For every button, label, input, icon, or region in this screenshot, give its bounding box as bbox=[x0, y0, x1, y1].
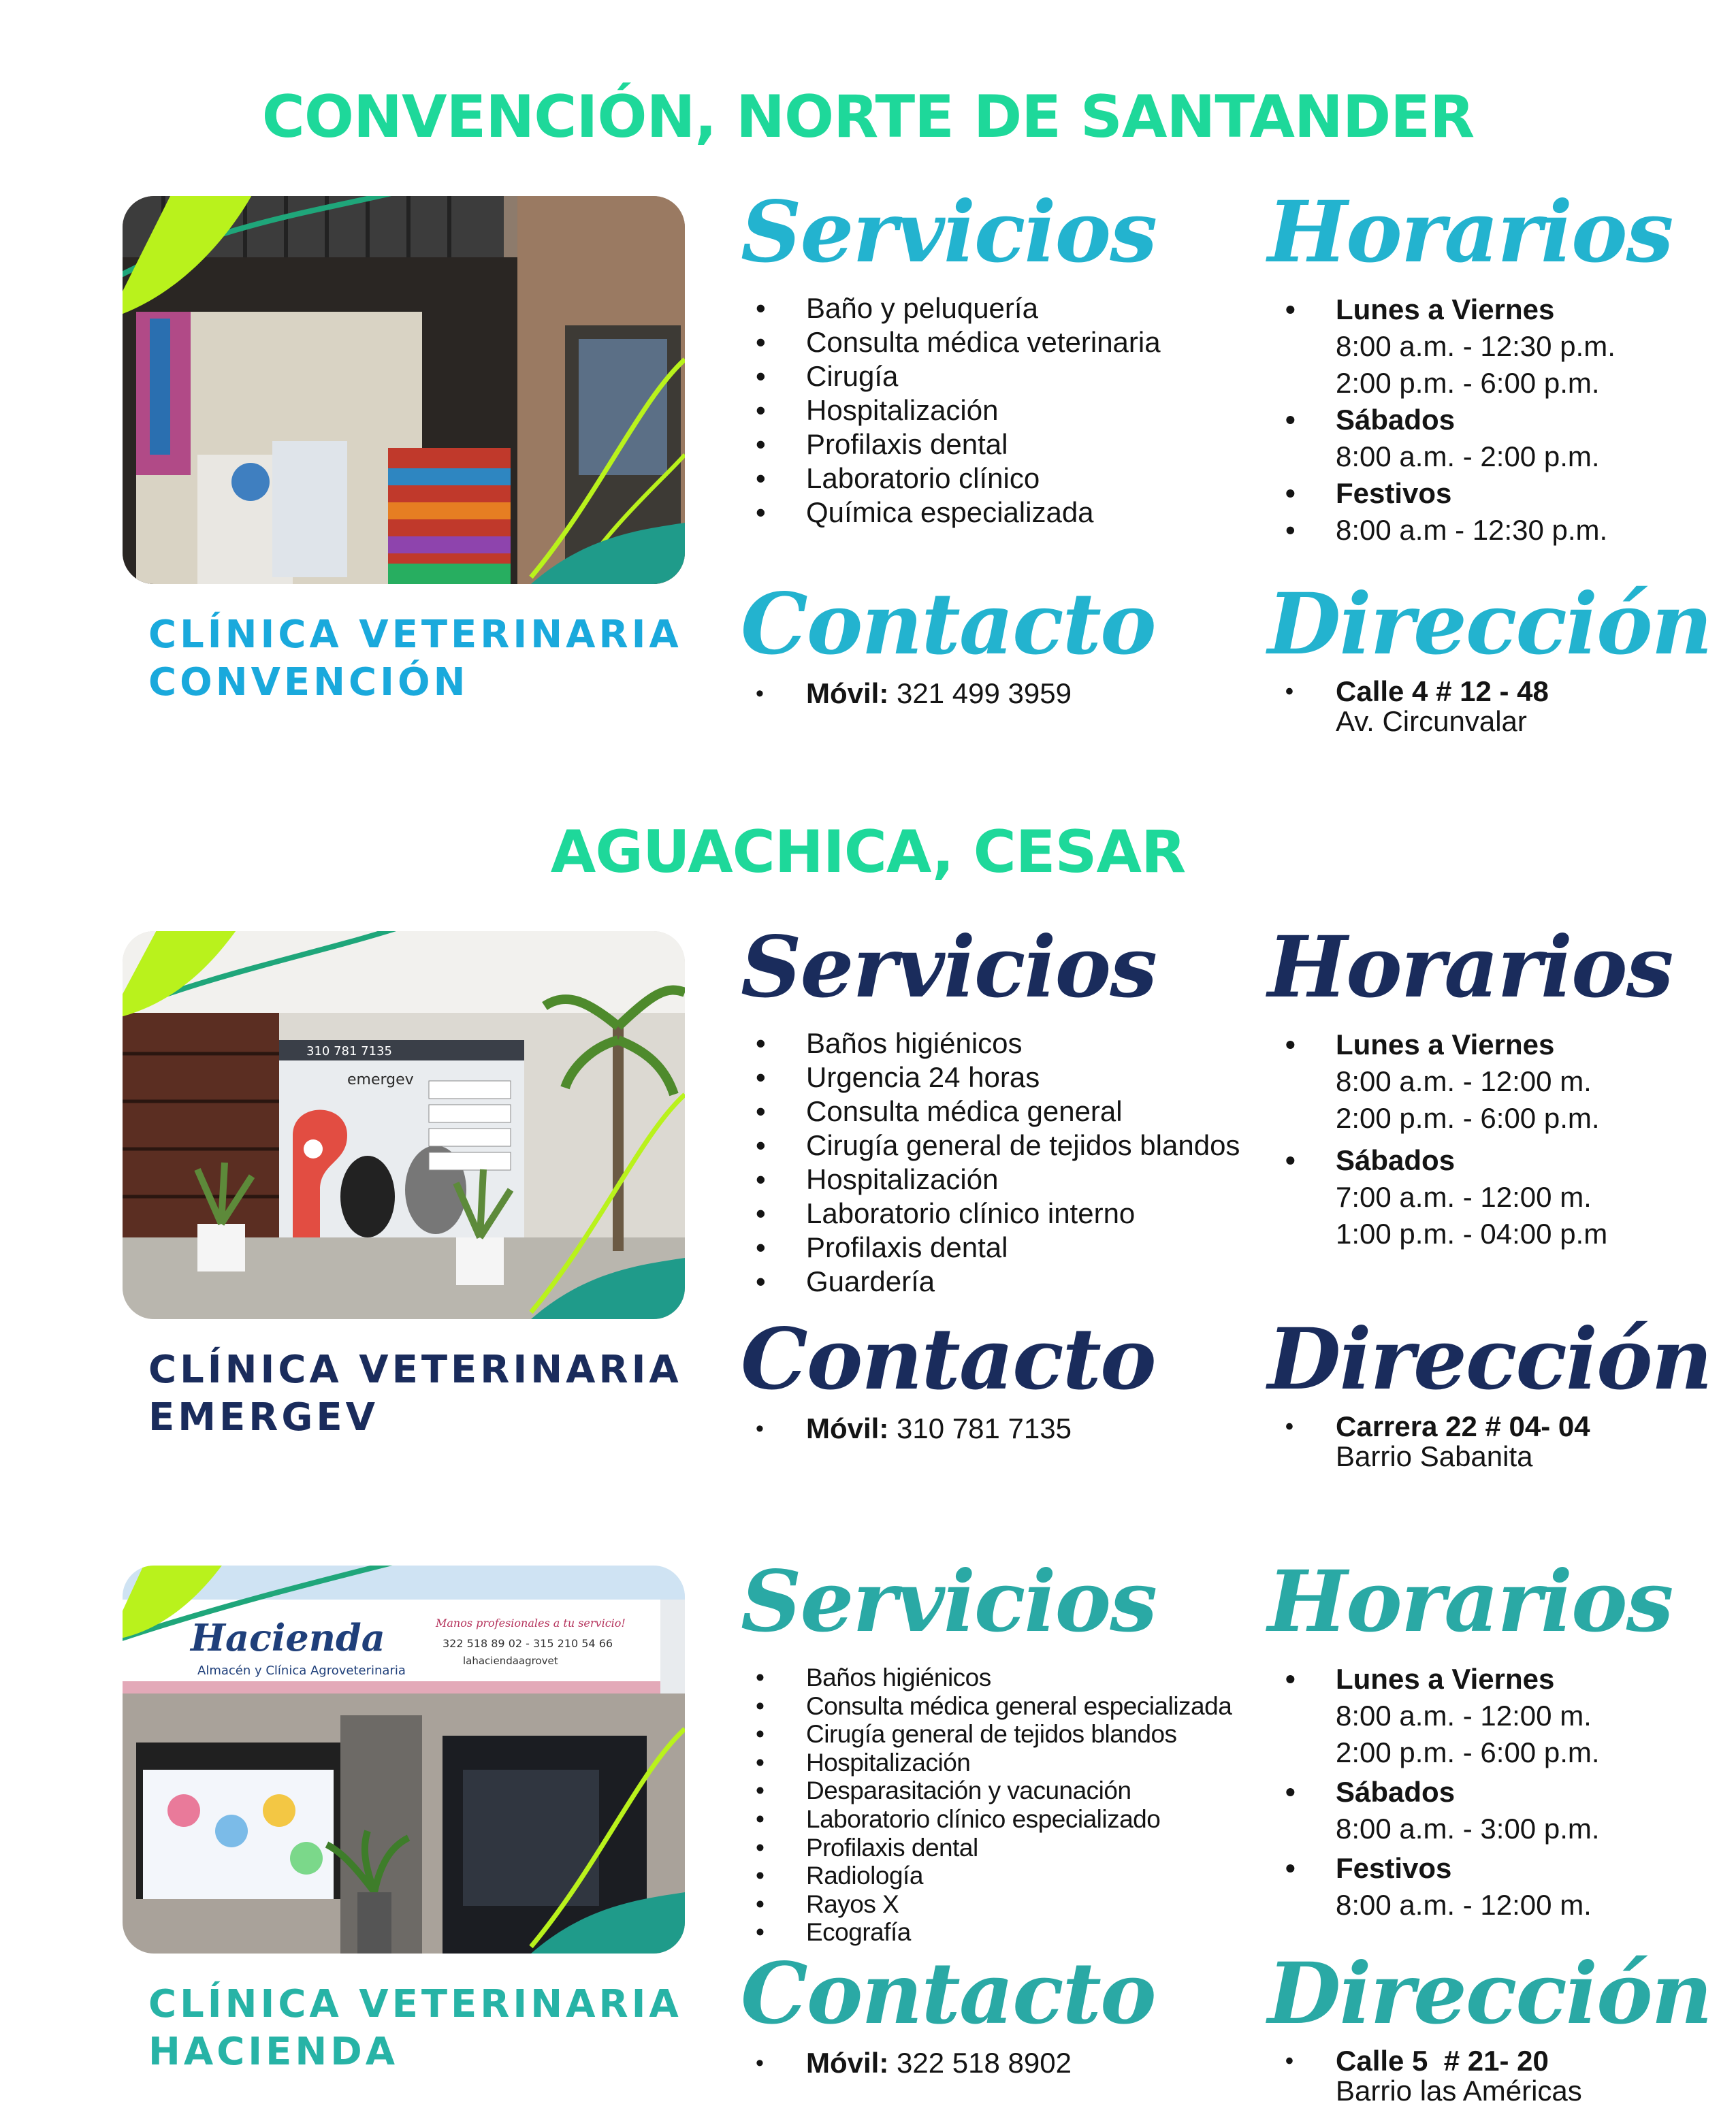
clinic-name-line2: CONVENCIÓN bbox=[148, 660, 469, 704]
service-item: • Baño y peluquería bbox=[756, 291, 1161, 325]
contact-phone: 310 781 7135 bbox=[897, 1412, 1072, 1444]
service-item: • Desparasitación y vacunación bbox=[756, 1777, 1232, 1805]
services-heading: Servicios bbox=[741, 183, 1157, 282]
hours-day: • Lunes a Viernes bbox=[1285, 1026, 1607, 1063]
hours-time: • 8:00 a.m - 12:30 p.m. bbox=[1285, 512, 1616, 549]
service-item: • Cirugía general de tejidos blandos bbox=[756, 1720, 1232, 1749]
photo-sign-title: Hacienda bbox=[191, 1616, 385, 1659]
service-item: • Hospitalización bbox=[756, 1163, 1240, 1197]
service-item: • Profilaxis dental bbox=[756, 1834, 1232, 1862]
contact-heading: Contacto bbox=[741, 1945, 1155, 2043]
contact-list-hacienda bbox=[756, 2046, 1072, 2080]
service-item: • Profilaxis dental bbox=[756, 427, 1161, 461]
hours-heading: Horarios bbox=[1268, 918, 1673, 1017]
service-item: • Laboratorio clínico especializado bbox=[756, 1805, 1232, 1834]
photo-sign-brand: emergev bbox=[347, 1071, 414, 1088]
clinic-name-line1: CLÍNICA VETERINARIA bbox=[148, 1982, 682, 2026]
address-list-convencion bbox=[1285, 677, 1549, 736]
service-item: • Hospitalización bbox=[756, 393, 1161, 427]
clinic-name-line1: CLÍNICA VETERINARIA bbox=[148, 1348, 682, 1392]
address-heading: Dirección bbox=[1268, 1945, 1711, 2043]
hours-day: • Festivos bbox=[1285, 1850, 1600, 1887]
hours-day: • Sábados bbox=[1285, 1774, 1600, 1811]
services-list-convencion bbox=[756, 291, 1161, 530]
contact-label: Móvil: bbox=[806, 1412, 889, 1444]
address-heading: Dirección bbox=[1268, 1310, 1711, 1409]
clinic-name-line2: EMERGEV bbox=[148, 1395, 379, 1440]
service-item: • Guardería bbox=[756, 1265, 1240, 1299]
photo-sign-subtitle: Almacén y Clínica Agroveterinaria bbox=[197, 1664, 406, 1678]
photo-sign-social: lahaciendaagrovet bbox=[463, 1655, 558, 1667]
contact-list-emergev bbox=[756, 1412, 1072, 1446]
service-item: • Química especializada bbox=[756, 496, 1161, 530]
address-list-hacienda bbox=[1285, 2046, 1582, 2106]
service-item: • Urgencia 24 horas bbox=[756, 1060, 1240, 1095]
address-line2: Av. Circunvalar bbox=[1336, 705, 1527, 737]
service-item: • Ecografía bbox=[756, 1918, 1232, 1947]
service-item: • Profilaxis dental bbox=[756, 1231, 1240, 1265]
clinic-photo-convencion bbox=[123, 196, 685, 584]
hours-time: 2:00 p.m. - 6:00 p.m. bbox=[1336, 1736, 1600, 1768]
photo-sign-slogan: Manos profesionales a tu servicio! bbox=[436, 1617, 626, 1630]
clinic-photo-hacienda bbox=[123, 1566, 685, 1954]
service-item: • Laboratorio clínico interno bbox=[756, 1197, 1240, 1231]
service-item: • Consulta médica veterinaria bbox=[756, 325, 1161, 359]
contact-item bbox=[756, 2046, 1072, 2080]
hours-day: • Sábados bbox=[1285, 1142, 1607, 1179]
hours-list-emergev bbox=[1285, 1026, 1607, 1252]
hours-day: • Festivos bbox=[1285, 475, 1616, 512]
hours-list-hacienda bbox=[1285, 1661, 1600, 1924]
services-list-hacienda bbox=[756, 1664, 1232, 1947]
hours-heading: Horarios bbox=[1268, 183, 1673, 282]
service-item: • Consulta médica general bbox=[756, 1095, 1240, 1129]
clinic-name-line1: CLÍNICA VETERINARIA bbox=[148, 613, 682, 657]
address-line2: Barrio Sabanita bbox=[1336, 1440, 1533, 1472]
hours-time: 2:00 p.m. - 6:00 p.m. bbox=[1336, 1102, 1600, 1134]
contact-phone: 321 499 3959 bbox=[897, 677, 1072, 709]
contact-item bbox=[756, 677, 1072, 711]
address-line2: Barrio las Américas bbox=[1336, 2075, 1582, 2107]
region-title-aguachica: AGUACHICA, CESAR bbox=[550, 818, 1186, 886]
region-title-convencion: CONVENCIÓN, NORTE DE SANTANDER bbox=[261, 83, 1475, 151]
hours-time: 8:00 a.m. - 12:00 m. bbox=[1336, 1700, 1592, 1732]
contact-heading: Contacto bbox=[741, 575, 1155, 674]
service-item: • Cirugía bbox=[756, 359, 1161, 393]
hours-heading: Horarios bbox=[1268, 1553, 1673, 1651]
address-line1: • Calle 5 # 21- 20 bbox=[1285, 2046, 1582, 2076]
address-line1: • Carrera 22 # 04- 04 bbox=[1285, 1412, 1590, 1442]
services-list-emergev bbox=[756, 1026, 1240, 1299]
hours-day: • Lunes a Viernes bbox=[1285, 1661, 1600, 1698]
clinic-photo-emergev bbox=[123, 931, 685, 1319]
photo-sign-phones: 322 518 89 02 - 315 210 54 66 bbox=[443, 1637, 613, 1650]
contact-label: Móvil: bbox=[806, 2047, 889, 2079]
address-list-emergev bbox=[1285, 1412, 1590, 1472]
service-item: • Cirugía general de tejidos blandos bbox=[756, 1129, 1240, 1163]
address-line1: • Calle 4 # 12 - 48 bbox=[1285, 677, 1549, 707]
hours-time: 8:00 a.m. - 3:00 p.m. bbox=[1336, 1813, 1600, 1845]
service-item: • Hospitalización bbox=[756, 1749, 1232, 1777]
hours-time: 7:00 a.m. - 12:00 m. bbox=[1336, 1181, 1592, 1213]
service-item: • Laboratorio clínico bbox=[756, 461, 1161, 496]
contact-item bbox=[756, 1412, 1072, 1446]
hours-day: • Lunes a Viernes bbox=[1285, 291, 1616, 328]
contact-list-convencion bbox=[756, 677, 1072, 711]
contact-phone: 322 518 8902 bbox=[897, 2047, 1072, 2079]
hours-time: 2:00 p.m. - 6:00 p.m. bbox=[1336, 367, 1600, 399]
hours-time: 8:00 a.m. - 12:30 p.m. bbox=[1336, 330, 1616, 362]
clinic-name-convencion bbox=[148, 611, 682, 707]
clinic-name-line2: HACIENDA bbox=[148, 2030, 399, 2074]
hours-time: 8:00 a.m. - 12:00 m. bbox=[1336, 1889, 1592, 1921]
hours-list-convencion bbox=[1285, 291, 1616, 549]
hours-day: • Sábados bbox=[1285, 402, 1616, 438]
service-item: • Consulta médica general especializada bbox=[756, 1692, 1232, 1721]
hours-time: 8:00 a.m. - 2:00 p.m. bbox=[1336, 440, 1600, 472]
service-item: • Rayos X bbox=[756, 1890, 1232, 1919]
address-heading: Dirección bbox=[1268, 575, 1711, 674]
contact-heading: Contacto bbox=[741, 1310, 1155, 1409]
service-item: • Baños higiénicos bbox=[756, 1664, 1232, 1692]
service-item: • Baños higiénicos bbox=[756, 1026, 1240, 1060]
photo-sign-phone: 310 781 7135 bbox=[306, 1044, 392, 1058]
services-heading: Servicios bbox=[741, 1553, 1157, 1651]
clinic-name-emergev bbox=[148, 1346, 682, 1442]
contact-label: Móvil: bbox=[806, 677, 889, 709]
services-heading: Servicios bbox=[741, 918, 1157, 1017]
service-item: • Radiología bbox=[756, 1862, 1232, 1890]
hours-time: 8:00 a.m. - 12:00 m. bbox=[1336, 1065, 1592, 1097]
hours-time: 1:00 p.m. - 04:00 p.m bbox=[1336, 1218, 1608, 1250]
clinic-name-hacienda bbox=[148, 1981, 682, 2076]
